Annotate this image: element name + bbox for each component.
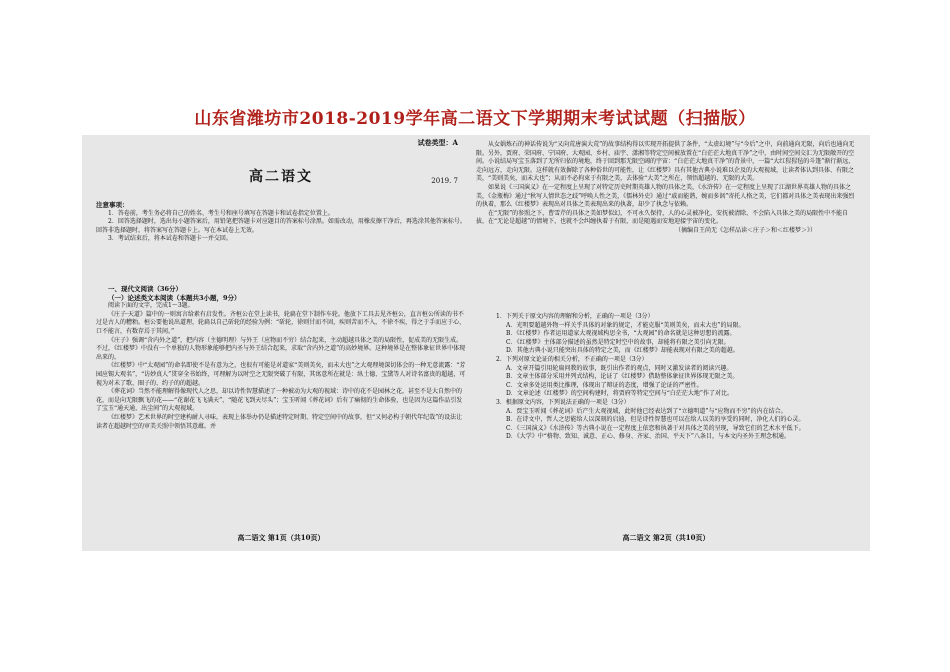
question-option: D．其他古典小说只能突出具体的特定之美，而《红楼梦》却能表现对有限之美的超越。 [506, 347, 739, 355]
paragraph: 《葬花词》当然不能理解得像现代人之思，却以诗性智慧描述了一种被动为大观的视域：诗中的花不是园林之花，甚至不是大自然中的花，而是向无限飘飞的花——“花谢花飞飞满天”，“随花飞到天尽头”；宝玉听闻《葬花词》后有了痛彻的生命体验，也是因为这篇作品引发了宝玉“通天通，出尘间”的大观视域。 [96, 388, 463, 413]
paragraph: 《庄子》强调“含内外之道”，把内容（主德明理）与外王（应物而不穷）结合起来，主动超越具体之美的局限性，促成美的无限生成。不过，《红楼梦》中没有一个单独的人物形象能够把内圣与外王结合起来，求取“含内外之道”的高妙境界。这种境界是在整体象征世界中体现出来的。 [96, 336, 466, 361]
question-option: C．文章多处运用类比推理，体现出了辩证的态度，增强了论证的严密性。 [506, 381, 703, 389]
paragraph: 在“无限”的参照之下，曹雪芹的具体之美如梦似幻，不可永久保持，人的心灵被净化，安抚被清除，不会陷入具体之美的局限性中不能自拔，在“无论是超越”的情境下，也就不会纠缠执着于有限，而是随遇而安地迎接宇宙的变化。 [476, 209, 849, 226]
source-citation: （摘编自王尚无《怎样品读＜庄子＞和＜红楼梦＞》） [674, 226, 816, 234]
paragraph: 《红楼梦》中“太观园”的命名即使不是有意为之，也很有可能是对道家“美则美矣，而未大也”之大观理境深切体会的一种无意流露：“芳园应锡大观名”，“访妙真人”贯穿全书始终，可理解为以时空之无限突破了有限，其寓意所在就是：纵土德、宝黛等人对诗名富贵的超越，可视为对未了歌、圈子的、约子的的超越。 [96, 362, 466, 387]
exam-date: 2019. 7 [431, 177, 458, 185]
question-option: A．文章开篇引用轮扁问教的故事，既引出作者的观点，同时又激发读者的阅读兴趣。 [506, 364, 733, 372]
question-option: A．光明要超越外物一样关乎具体的对象的规定，才能克服“美则美矣，而未大也”的局限。 [506, 321, 745, 329]
question-stem: 2．下列对原文论证的相关分析，不正确的一项是（3分） [496, 355, 648, 363]
notice-item: 2．回答选择题时，选出每小题答案后，用铅笔把答题卡对应题目的答案标号涂黑。如需改动，用橡皮擦干净后，再选涂其他答案标号。回答非选择题时，将答案写在答题卡上。写在本试卷上无效。 [96, 218, 466, 234]
question-stem: 1．下列关于原文内容的理解和分析，正确的一项是（3分） [496, 313, 654, 320]
paragraph: 从女娲炼石的神话传说为“又向荒唐演大荒”的故事结构得以实现开拓提供了条件，“太虚幻境”与“今后”之中，向前通向无限，向后也通向无限。另外，贾府、荣国府、宁国府、大观园、乡村、庙宇、潇湘等特定空间被放置在“白茫茫大地真干净”之中，由时间空间交汇为无限敞开的空间。小说结局写宝玉落到了无所归依的境地，终于回到那无限空阔的宇宙：“白茫茫大地真干净”的背景中，一篇“大红猩猩毡的斗篷”渐行渐远，走向远方，走向无限。这样就有效摒除了各种俗世的可能性，让《红楼梦》具有其他古典小说难以企及的大观视域，让读者体认到具体、有限之美，“美则美矣，而未大也”；从而不必拘束于有限之美，去体验“大美”之所在，领悟超越的、无限的大美。 [476, 141, 855, 183]
question-option: C．《三国演义》《水浒传》等古典小说在一定程度上依恋和执著于对具体之美的呈现，导致它们的艺术水平低下。 [506, 424, 805, 432]
question-option: B．在诗文中，哲人之思能给人以深刻的启迪，但是诗性智慧也可以在给人以美的享受的同时，净化人们的心灵。 [506, 416, 805, 424]
page-2 [476, 135, 856, 551]
reading-section [96, 285, 466, 431]
notice-item: 1．答卷前，考生务必将自己的姓名、考生号和座号填写在答题卡和试卷指定位置上。 [108, 209, 334, 217]
subsection-heading: （一）论述类文本阅读（本题共3小题，9分） [108, 293, 241, 302]
section-heading: 一、现代文阅读（36分） [108, 285, 183, 293]
exam-type: 试卷类型：A [417, 138, 458, 147]
page-footer: 高二语文 第1页（共10页） [237, 533, 325, 543]
paragraph: 如果说《三国演义》在一定程度上呈现了对特定历史时期英雄人物的具体之美，《水浒传》在一定程度上呈现了江湖世界英雄人物的具体之美，《金瓶梅》通过“秋写人情世态之歧”呼唤人性之美，《儒林外史》通过“戚而能谐，婉而多讽”寄托人格之美，它们都对具体之美表现出来强烈的执着，那么《红楼梦》表现出对具体之美表现出来的执著，却少了执念与依赖。 [476, 183, 855, 209]
subject-heading: 高二语文 [249, 169, 313, 185]
notice-item: 3．考试结束后，将本试卷和答题卡一并交回。 [108, 235, 232, 243]
question-stem: 3．根据原文内容，下列说法正确的一项是（3分） [496, 398, 630, 406]
page-1 [96, 135, 466, 551]
document-title: 山东省潍坊市2018-2019学年高二语文下学期期末考试试题（扫描版） [194, 109, 756, 129]
questions [476, 313, 856, 442]
question-option: B．文章主体部分采用并列式结构，论证了《红楼梦》借助整体象征世界体现无限之美。 [506, 373, 739, 381]
paragraph: 《红楼梦》艺术世界的时空建构耐人寻味，表现上体举办仍是描述特定时期、特定空间中的故事，但“又何必构于朝代年纪哉”的设法让读者在超越时空的审美关照中领悟其意蕴。并 [96, 413, 463, 430]
question-option: D．《大学》中“格物、致知、诚意、正心、修身、齐家、治国、平天下”八条目，与本文内圣外王理念相通。 [506, 433, 790, 441]
question-option: B．《红楼梦》作者运用道家大观视域构思全书，“大观园”的命名就是这种思想的流露。 [506, 330, 736, 338]
passage-continued [476, 141, 856, 236]
question-option: C．《红楼梦》主体部分描述的虽然是特定时空中的故事，却能将有限之美引向无限。 [506, 338, 730, 346]
instruction: 阅读下面的文字，完成1～3题。 [108, 302, 194, 310]
question-option: A．贾宝玉听闻《葬花词》后产生大观视域，此时他已经表达到了“立德明道”与“应物而不穷”的内在结合。 [506, 407, 787, 415]
page-footer: 高二语文 第2页（共10页） [622, 533, 710, 543]
notice-block [96, 201, 466, 244]
scanned-sheet [82, 135, 870, 551]
paragraph: 《庄子·天道》篇中的一则寓言给素有启发性。齐桓公在堂上读书，轮扁在堂下制作车轮。他放下工具去见齐桓公，直言桓公所读的书不过是古人的糟粕。桓公要他说出道理，轮扁以自己斫轮的经验为例：“斫轮，徐则甘而不固，疾则苦而不入，不徐不疾，得之于手而应于心，口不能言，有数存焉于其间。” [96, 310, 466, 335]
question-option: D．文章论述《红楼梦》的空间构建时，将贾府等特定空间与“白茫茫大地”作了对比。 [506, 390, 733, 398]
notice-title: 注意事项： [96, 201, 129, 209]
